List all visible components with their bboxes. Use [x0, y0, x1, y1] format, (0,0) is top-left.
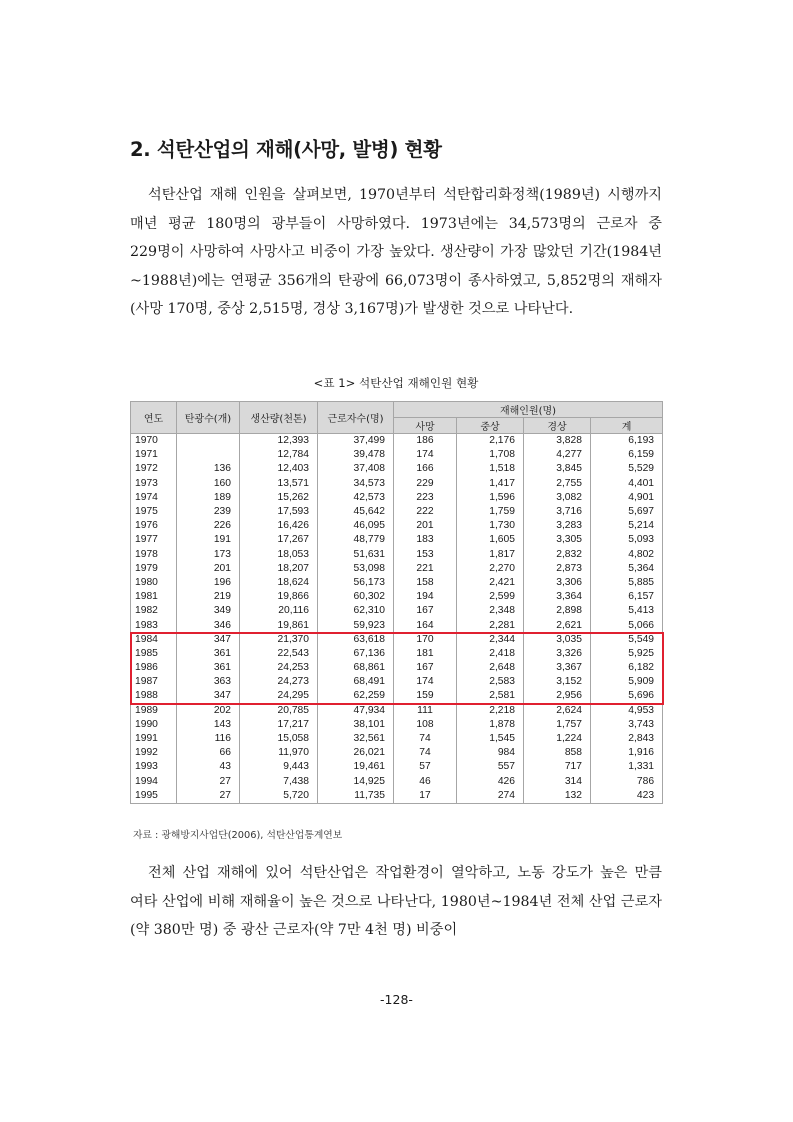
table-cell: 202	[177, 704, 240, 718]
table-cell: 18,207	[240, 562, 318, 576]
table-cell: 4,953	[591, 704, 663, 718]
table-cell: 20,785	[240, 704, 318, 718]
table-cell: 1994	[131, 775, 177, 789]
table-cell: 5,697	[591, 505, 663, 519]
table-cell: 347	[177, 633, 240, 647]
table-cell: 42,573	[318, 491, 394, 505]
table-cell: 3,743	[591, 718, 663, 732]
table-cell: 1971	[131, 448, 177, 462]
table-cell: 11,735	[318, 789, 394, 804]
table-cell: 346	[177, 618, 240, 632]
table-cell: 4,901	[591, 491, 663, 505]
table-cell: 194	[394, 590, 457, 604]
table-cell: 43	[177, 760, 240, 774]
table-cell: 1972	[131, 462, 177, 476]
table-cell: 4,277	[524, 448, 591, 462]
table-row	[131, 775, 663, 789]
table-cell: 3,364	[524, 590, 591, 604]
table-cell: 3,828	[524, 434, 591, 449]
table-cell: 2,176	[457, 434, 524, 449]
table-cell: 13,571	[240, 477, 318, 491]
table-cell: 1992	[131, 746, 177, 760]
table-cell: 1,817	[457, 548, 524, 562]
table-cell: 5,093	[591, 533, 663, 547]
table-cell: 3,152	[524, 675, 591, 689]
table-cell: 5,885	[591, 576, 663, 590]
table-cell: 2,599	[457, 590, 524, 604]
table-row	[131, 718, 663, 732]
table-cell: 3,305	[524, 533, 591, 547]
header-deaths: 사망	[394, 418, 457, 434]
table-cell: 111	[394, 704, 457, 718]
table-cell: 5,720	[240, 789, 318, 804]
table-cell: 5,214	[591, 519, 663, 533]
table-cell: 6,193	[591, 434, 663, 449]
table-cell: 229	[394, 477, 457, 491]
table-cell: 1,596	[457, 491, 524, 505]
table-cell: 51,631	[318, 548, 394, 562]
header-casualties: 재해인원(명)	[394, 402, 663, 418]
table-cell: 226	[177, 519, 240, 533]
table-cell: 57	[394, 760, 457, 774]
table-cell: 5,413	[591, 604, 663, 618]
table-cell: 19,861	[240, 618, 318, 632]
table-cell: 46	[394, 775, 457, 789]
table-cell: 167	[394, 604, 457, 618]
table-cell: 3,716	[524, 505, 591, 519]
table-cell: 2,344	[457, 633, 524, 647]
table-cell: 7,438	[240, 775, 318, 789]
table-row	[131, 689, 663, 703]
section-heading: 2. 석탄산업의 재해(사망, 발병) 현황	[130, 138, 442, 161]
table-cell: 219	[177, 590, 240, 604]
table-cell: 170	[394, 633, 457, 647]
table-cell: 38,101	[318, 718, 394, 732]
table-cell: 1,708	[457, 448, 524, 462]
table-cell: 160	[177, 477, 240, 491]
table-cell: 1976	[131, 519, 177, 533]
table-cell: 6,157	[591, 590, 663, 604]
table-cell: 363	[177, 675, 240, 689]
table-cell: 3,326	[524, 647, 591, 661]
table-cell: 74	[394, 746, 457, 760]
table-cell: 2,583	[457, 675, 524, 689]
table-cell: 5,549	[591, 633, 663, 647]
table-cell: 68,861	[318, 661, 394, 675]
table-row	[131, 618, 663, 632]
table-cell: 361	[177, 647, 240, 661]
table-cell: 2,621	[524, 618, 591, 632]
table-cell: 3,306	[524, 576, 591, 590]
table-cell: 1981	[131, 590, 177, 604]
header-year: 연도	[131, 402, 177, 434]
table-cell: 12,393	[240, 434, 318, 449]
table-cell: 1978	[131, 548, 177, 562]
table-cell: 59,923	[318, 618, 394, 632]
table-cell: 1983	[131, 618, 177, 632]
table-cell: 361	[177, 661, 240, 675]
table-cell: 17,593	[240, 505, 318, 519]
table-cell: 19,866	[240, 590, 318, 604]
table-cell: 1987	[131, 675, 177, 689]
table-cell: 2,832	[524, 548, 591, 562]
table-cell: 11,970	[240, 746, 318, 760]
table-cell: 24,273	[240, 675, 318, 689]
table-cell: 6,182	[591, 661, 663, 675]
table-cell: 1,730	[457, 519, 524, 533]
table-cell: 24,253	[240, 661, 318, 675]
table-cell: 347	[177, 689, 240, 703]
table-cell: 132	[524, 789, 591, 804]
table-cell: 45,642	[318, 505, 394, 519]
table-row	[131, 746, 663, 760]
table-cell: 181	[394, 647, 457, 661]
table-row	[131, 590, 663, 604]
table-cell: 17,217	[240, 718, 318, 732]
header-serious: 중상	[457, 418, 524, 434]
table-cell: 314	[524, 775, 591, 789]
table-row	[131, 732, 663, 746]
table-cell: 1990	[131, 718, 177, 732]
table-row	[131, 633, 663, 647]
table-cell: 143	[177, 718, 240, 732]
table-row	[131, 477, 663, 491]
table-cell: 22,543	[240, 647, 318, 661]
table-cell: 426	[457, 775, 524, 789]
table-cell: 66	[177, 746, 240, 760]
table-cell: 4,401	[591, 477, 663, 491]
table-cell: 2,421	[457, 576, 524, 590]
table-cell: 32,561	[318, 732, 394, 746]
table-cell: 39,478	[318, 448, 394, 462]
table-cell: 68,491	[318, 675, 394, 689]
table-cell: 74	[394, 732, 457, 746]
table-cell: 1,759	[457, 505, 524, 519]
table-cell	[177, 448, 240, 462]
table-cell: 1,916	[591, 746, 663, 760]
table-cell: 2,270	[457, 562, 524, 576]
table-cell: 2,418	[457, 647, 524, 661]
table-cell: 557	[457, 760, 524, 774]
table-cell: 239	[177, 505, 240, 519]
table-cell: 21,370	[240, 633, 318, 647]
table-row	[131, 462, 663, 476]
table-cell: 5,364	[591, 562, 663, 576]
table-cell: 1982	[131, 604, 177, 618]
table-cell: 18,624	[240, 576, 318, 590]
table-cell: 1980	[131, 576, 177, 590]
table-cell: 174	[394, 448, 457, 462]
header-mines: 탄광수(개)	[177, 402, 240, 434]
table-cell: 48,779	[318, 533, 394, 547]
table-cell: 1,331	[591, 760, 663, 774]
header-total: 계	[591, 418, 663, 434]
table-cell: 159	[394, 689, 457, 703]
table-cell: 5,925	[591, 647, 663, 661]
table-cell: 1,605	[457, 533, 524, 547]
table-row	[131, 519, 663, 533]
table-row	[131, 505, 663, 519]
table-row	[131, 448, 663, 462]
table-cell: 167	[394, 661, 457, 675]
table-cell: 274	[457, 789, 524, 804]
table-cell: 2,873	[524, 562, 591, 576]
table-cell: 2,648	[457, 661, 524, 675]
table-row	[131, 661, 663, 675]
table-cell: 46,095	[318, 519, 394, 533]
table-cell: 27	[177, 775, 240, 789]
table-cell: 1989	[131, 704, 177, 718]
page-number: -128-	[380, 992, 413, 1007]
table-cell: 173	[177, 548, 240, 562]
table-cell: 1975	[131, 505, 177, 519]
table-cell: 2,898	[524, 604, 591, 618]
table-cell: 63,618	[318, 633, 394, 647]
table-cell: 1,878	[457, 718, 524, 732]
table-row	[131, 704, 663, 718]
table-cell: 423	[591, 789, 663, 804]
table-cell: 136	[177, 462, 240, 476]
table-cell: 26,021	[318, 746, 394, 760]
table-cell: 3,845	[524, 462, 591, 476]
table-cell: 1,545	[457, 732, 524, 746]
body-paragraph-2: 전체 산업 재해에 있어 석탄산업은 작업환경이 열악하고, 노동 강도가 높은 만큼 여타 산업에 비해 재해율이 높은 것으로 나타난다, 1980년~1984년 전체 산업 근로자(약 380만 명) 중 광산 근로자(약 7만 4천 명) 비중이	[130, 865, 662, 938]
table-row	[131, 604, 663, 618]
table-cell: 12,403	[240, 462, 318, 476]
table-cell: 786	[591, 775, 663, 789]
table-cell: 15,262	[240, 491, 318, 505]
header-production: 생산량(천톤)	[240, 402, 318, 434]
table-row	[131, 675, 663, 689]
table-cell: 186	[394, 434, 457, 449]
table-row	[131, 647, 663, 661]
table-row	[131, 760, 663, 774]
body-paragraph-1: 석탄산업 재해 인원을 살펴보면, 1970년부터 석탄합리화정책(1989년) 시행까지 매년 평균 180명의 광부들이 사망하였다. 1973년에는 34,573명의 근로자 중 229명이 사망하여 사망사고 비중이 가장 높았다. 생산량이 가장 많았던 기간(1984년~1988년)에는 연평균 356개의 탄광에 66,073명이 종사하였고, 5,852명의 재해자(사망 170명, 중상 2,515명, 경상 3,167명)가 발생한 것으로 나타난다.	[130, 187, 662, 317]
table-cell: 1993	[131, 760, 177, 774]
table-cell: 2,755	[524, 477, 591, 491]
table-row	[131, 533, 663, 547]
table-cell: 5,529	[591, 462, 663, 476]
table-row	[131, 562, 663, 576]
table-row	[131, 789, 663, 804]
table-cell: 6,159	[591, 448, 663, 462]
table-cell: 2,218	[457, 704, 524, 718]
table-cell: 1984	[131, 633, 177, 647]
table-cell: 174	[394, 675, 457, 689]
table-cell: 14,925	[318, 775, 394, 789]
table-cell: 18,053	[240, 548, 318, 562]
table-cell: 183	[394, 533, 457, 547]
table-cell: 196	[177, 576, 240, 590]
table-cell: 3,035	[524, 633, 591, 647]
table-cell: 166	[394, 462, 457, 476]
table-cell: 34,573	[318, 477, 394, 491]
table-cell: 1985	[131, 647, 177, 661]
table-cell: 24,295	[240, 689, 318, 703]
table-cell: 20,116	[240, 604, 318, 618]
table-cell: 201	[394, 519, 457, 533]
table-cell: 5,909	[591, 675, 663, 689]
table-cell: 1,224	[524, 732, 591, 746]
table-cell: 56,173	[318, 576, 394, 590]
table-cell: 12,784	[240, 448, 318, 462]
table-cell: 349	[177, 604, 240, 618]
table-cell: 62,259	[318, 689, 394, 703]
table-cell: 5,066	[591, 618, 663, 632]
table-source: 자료 : 광해방지사업단(2006), 석탄산업통계연보	[133, 830, 343, 841]
table-cell: 1979	[131, 562, 177, 576]
table-cell: 116	[177, 732, 240, 746]
table-row	[131, 434, 663, 449]
header-workers: 근로자수(명)	[318, 402, 394, 434]
disaster-table	[130, 401, 663, 804]
table-cell: 1995	[131, 789, 177, 804]
table-cell: 2,843	[591, 732, 663, 746]
table-cell: 984	[457, 746, 524, 760]
table-cell: 27	[177, 789, 240, 804]
table-cell: 2,281	[457, 618, 524, 632]
table-cell: 17	[394, 789, 457, 804]
table-cell: 858	[524, 746, 591, 760]
table-cell: 9,443	[240, 760, 318, 774]
table-cell: 222	[394, 505, 457, 519]
table-cell: 164	[394, 618, 457, 632]
table-cell: 1974	[131, 491, 177, 505]
table-body	[131, 434, 663, 804]
table-cell: 717	[524, 760, 591, 774]
table-cell: 3,367	[524, 661, 591, 675]
table-cell: 53,098	[318, 562, 394, 576]
table-cell: 223	[394, 491, 457, 505]
table-cell: 221	[394, 562, 457, 576]
table-cell: 2,348	[457, 604, 524, 618]
table-cell: 60,302	[318, 590, 394, 604]
table-cell: 1,417	[457, 477, 524, 491]
table-cell: 189	[177, 491, 240, 505]
table-cell: 1986	[131, 661, 177, 675]
table-cell: 1991	[131, 732, 177, 746]
table-row	[131, 491, 663, 505]
header-minor: 경상	[524, 418, 591, 434]
table-cell: 1973	[131, 477, 177, 491]
table-cell: 1970	[131, 434, 177, 449]
table-cell: 47,934	[318, 704, 394, 718]
table-cell	[177, 434, 240, 449]
table-cell: 5,696	[591, 689, 663, 703]
table-cell: 3,283	[524, 519, 591, 533]
table-cell: 191	[177, 533, 240, 547]
table-cell: 67,136	[318, 647, 394, 661]
table-cell: 19,461	[318, 760, 394, 774]
table-cell: 17,267	[240, 533, 318, 547]
table-cell: 15,058	[240, 732, 318, 746]
disaster-table-container	[130, 401, 662, 804]
table-row	[131, 548, 663, 562]
table-cell: 62,310	[318, 604, 394, 618]
table-cell: 1988	[131, 689, 177, 703]
table-cell: 3,082	[524, 491, 591, 505]
table-cell: 2,956	[524, 689, 591, 703]
table-cell: 1,757	[524, 718, 591, 732]
table-cell: 2,624	[524, 704, 591, 718]
table-row	[131, 576, 663, 590]
table-cell: 4,802	[591, 548, 663, 562]
table-cell: 1977	[131, 533, 177, 547]
table-cell: 37,499	[318, 434, 394, 449]
table-cell: 158	[394, 576, 457, 590]
table-cell: 108	[394, 718, 457, 732]
table-cell: 37,408	[318, 462, 394, 476]
table-cell: 2,581	[457, 689, 524, 703]
table-cell: 16,426	[240, 519, 318, 533]
table-caption: <표 1> 석탄산업 재해인원 현황	[313, 376, 479, 390]
table-cell: 201	[177, 562, 240, 576]
table-cell: 1,518	[457, 462, 524, 476]
table-cell: 153	[394, 548, 457, 562]
